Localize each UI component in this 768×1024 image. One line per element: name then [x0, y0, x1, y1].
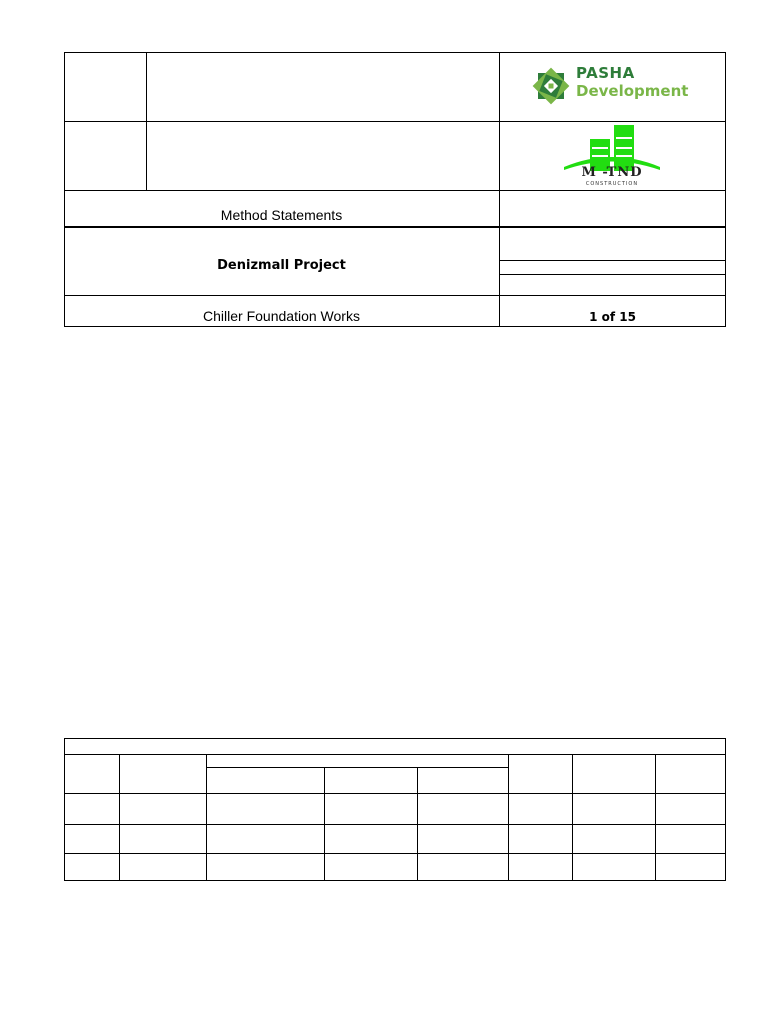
pasha-star-icon — [530, 65, 572, 107]
header-divider — [64, 121, 726, 122]
document-type-title: Method Statements — [220, 207, 343, 223]
table-column-divider — [119, 754, 120, 881]
header-divider — [499, 260, 726, 261]
page-number: 1 of 15 — [589, 310, 636, 324]
header-divider — [64, 295, 726, 296]
table-column-divider — [206, 754, 207, 881]
header-divider — [64, 190, 726, 191]
project-name-title: Denizmall Project — [217, 258, 346, 273]
work-title: Chiller Foundation Works — [203, 308, 360, 324]
pasha-logo-line1: PASHA — [576, 64, 635, 82]
header-divider — [499, 274, 726, 275]
pasha-development-logo — [528, 64, 698, 108]
table-row-divider — [64, 793, 726, 794]
table-column-divider — [572, 754, 573, 881]
pasha-logo-line2: Development — [576, 82, 689, 100]
table-row-divider — [64, 853, 726, 854]
header-divider — [64, 226, 726, 228]
revision-table-frame — [64, 738, 726, 881]
table-column-divider — [655, 754, 656, 881]
mtnd-logo-subtitle: CONSTRUCTION — [585, 181, 639, 187]
table-column-divider — [417, 767, 418, 881]
table-column-divider — [324, 767, 325, 881]
table-column-divider — [508, 754, 509, 881]
building-icon — [562, 123, 662, 171]
table-row-divider — [64, 824, 726, 825]
mtnd-construction-logo — [562, 123, 662, 189]
table-rule — [206, 767, 508, 768]
table-rule — [64, 754, 726, 755]
mtnd-logo-name: M -TND — [581, 165, 643, 180]
